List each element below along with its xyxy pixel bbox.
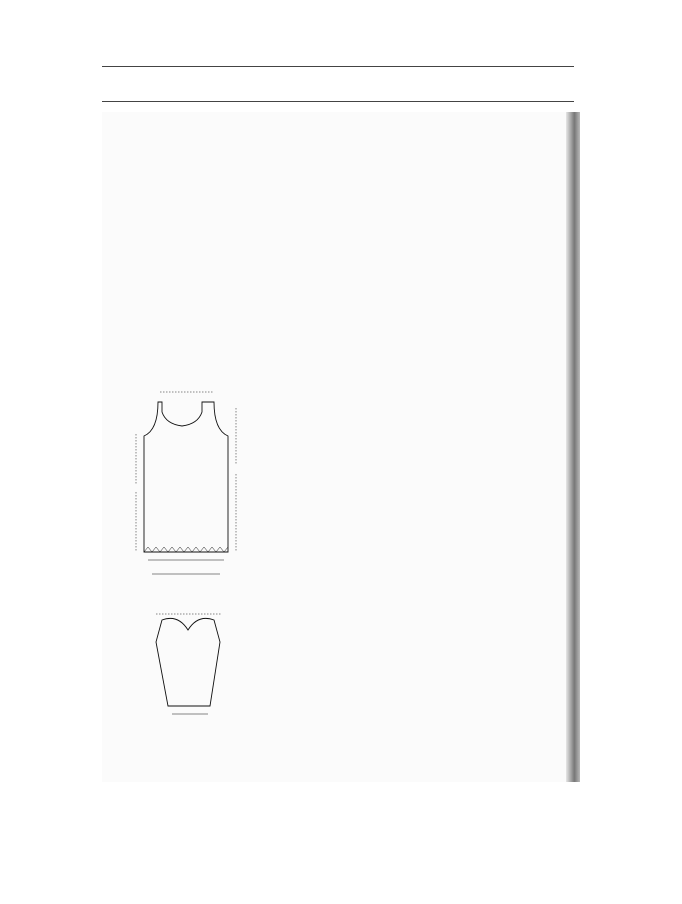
lace-chart: [272, 156, 572, 686]
heading-rule: [102, 101, 574, 102]
header-rule: [102, 66, 574, 67]
sleeve-schematic: [132, 610, 252, 720]
scanned-page: [102, 112, 580, 782]
body-schematic: [102, 374, 267, 584]
